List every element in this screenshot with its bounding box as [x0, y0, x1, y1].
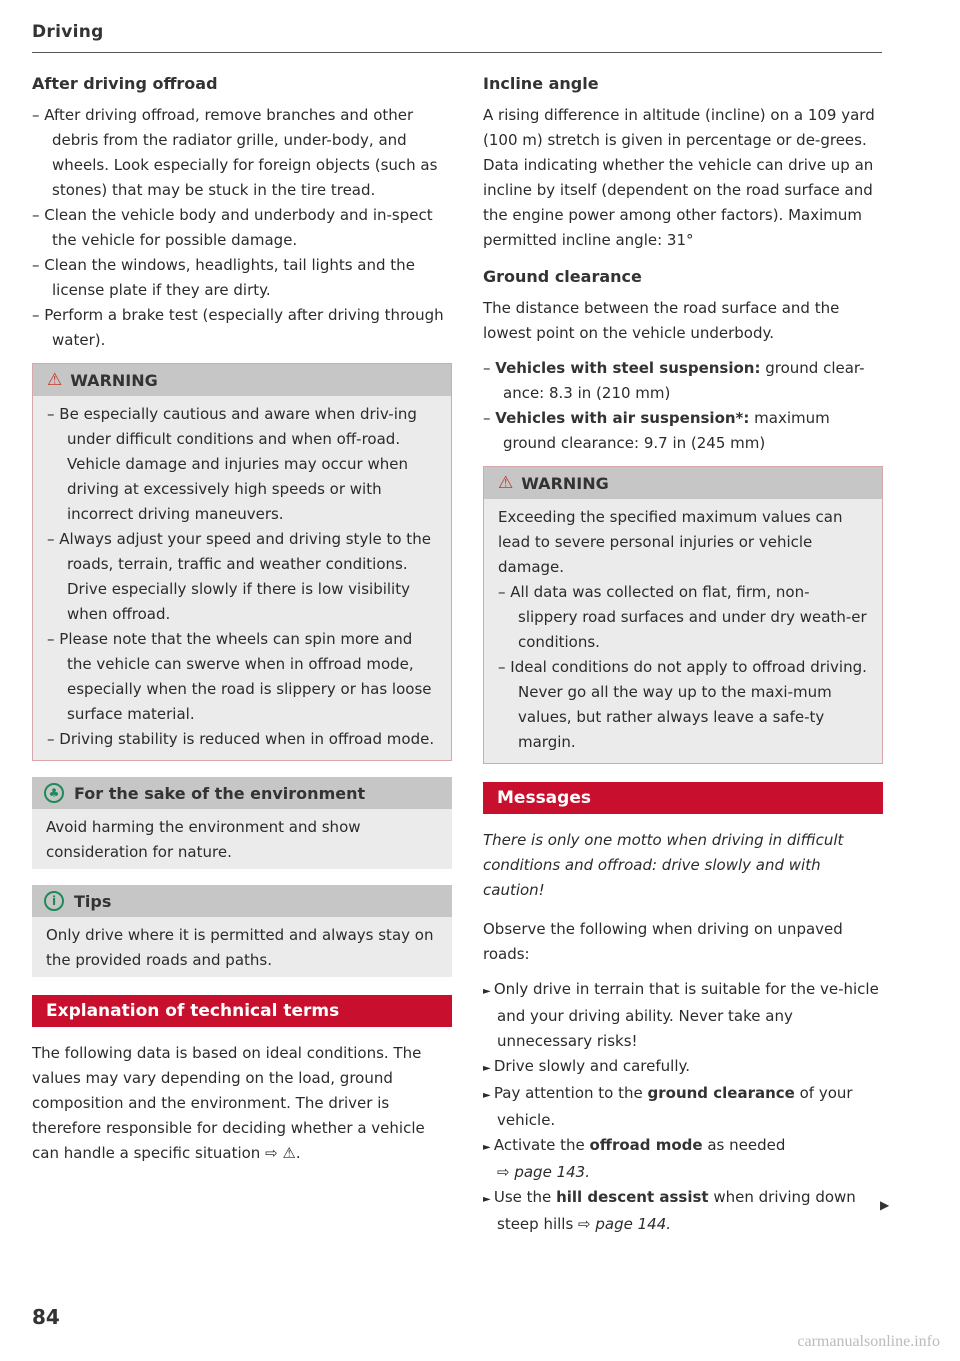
warning-triangle-icon: ⚠: [47, 370, 63, 390]
environment-title: For the sake of the environment: [74, 783, 366, 803]
tips-body: [32, 917, 452, 977]
ground-text: The distance between the road surface and the lowest point on the vehicle underbody.: [483, 299, 840, 342]
warning-list: [47, 402, 437, 752]
offroad-steps-list: [483, 977, 883, 1237]
list-item: ► Activate the offroad mode as needed ⇨ page 143.: [483, 1133, 883, 1185]
warning-box-left: [32, 363, 452, 761]
list-item: – All data was collected on flat, firm, non-slippery road surfaces and under dry weath-er conditions.: [498, 580, 868, 655]
watermark: carmanualsonline.info: [797, 1333, 940, 1350]
warning-list: [498, 580, 868, 755]
page-header: [32, 22, 882, 53]
suspension-list: [483, 356, 883, 456]
warning-header: [484, 467, 882, 499]
list-item: ► Only drive in terrain that is suitable for the ve-hicle and your driving ability. Never take any unnecessary risks!: [483, 977, 883, 1054]
list-item: [483, 356, 883, 406]
steel-text: ground clear-ance: 8.3 in (210 mm): [503, 359, 865, 402]
warning-body: [484, 499, 882, 763]
air-label: Vehicles with air suspension*:: [495, 409, 750, 427]
warning-triangle-icon: ⚠: [498, 473, 514, 493]
tips-header: [32, 885, 452, 917]
list-item: ► Use the hill descent assist when driving down steep hills ⇨ page 144.: [483, 1185, 883, 1237]
motto-text: There is only one motto when driving in difficult conditions and offroad: drive slowly and with caution!: [483, 831, 844, 899]
warning-intro: Exceeding the specified maximum values can lead to severe personal injuries or vehicle damage.: [498, 508, 843, 576]
warning-title: WARNING: [521, 473, 609, 493]
list-item: – Driving stability is reduced when in offroad mode.: [47, 727, 437, 752]
list-item: – Ideal conditions do not apply to offroad driving. Never go all the way up to the maxi-mum values, but rather always leave a safe-ty margin.: [498, 655, 868, 755]
leaf-icon: ♣: [44, 783, 64, 803]
list-item: ► Drive slowly and carefully.: [483, 1054, 883, 1081]
heading-ground-clearance: Ground clearance: [483, 267, 642, 286]
list-item: – After driving offroad, remove branches and other debris from the radiator grille, under-body, and wheels. Look especially for foreign objects (such as stones) that may be stuck in the tire tread.: [32, 103, 452, 203]
environment-text: Avoid harming the environment and show consideration for nature.: [46, 818, 361, 861]
incline-text: A rising difference in altitude (incline) on a 109 yard (100 m) stretch is given in percentage or de-grees. Data indicating whether the vehicle can drive up an incline by itself (dependent on the road surface and the engine power among other factors). Maximum permitted incline angle: 31°: [483, 106, 875, 249]
warning-box-right: [483, 466, 883, 764]
continue-arrow-icon: ▶: [880, 1198, 890, 1212]
after-driving-list: [32, 103, 452, 353]
heading-incline-angle: Incline angle: [483, 74, 599, 93]
tips-title: Tips: [74, 891, 112, 911]
page-ref-link[interactable]: ⇨ page 144.: [578, 1215, 672, 1233]
tips-text: Only drive where it is permitted and always stay on the provided roads and paths.: [46, 926, 434, 969]
info-icon: i: [44, 891, 64, 911]
observe-text: Observe the following when driving on unpaved roads:: [483, 920, 843, 963]
list-item: – Be especially cautious and aware when driv-ing under difficult conditions and when off-road. Vehicle damage and injuries may occur when driving at excessively high speeds or with incorrect driving maneuvers.: [47, 402, 437, 527]
warning-body: [33, 396, 451, 760]
right-column: [483, 74, 883, 1237]
environment-header: [32, 777, 452, 809]
environment-body: [32, 809, 452, 869]
left-column: [32, 74, 452, 1176]
list-item: – Perform a brake test (especially after driving through water).: [32, 303, 452, 353]
list-item: – Please note that the wheels can spin more and the vehicle can swerve when in offroad mode, especially when the road is slippery or has loose surface material.: [47, 627, 437, 727]
air-text: maximum ground clearance: 9.7 in (245 mm): [503, 409, 830, 452]
section-messages: Messages: [483, 782, 883, 814]
header-title: Driving: [32, 22, 104, 42]
list-item: – Clean the windows, headlights, tail lights and the license plate if they are dirty.: [32, 253, 452, 303]
page-ref-link[interactable]: ⇨ page 143.: [497, 1163, 590, 1181]
explanation-text: The following data is based on ideal conditions. The values may vary depending on the load, ground composition and the environment. The driver is therefore responsible for deciding whether a vehicle can handle a specific situation ⇨ ⚠.: [32, 1044, 425, 1162]
page-number: 84: [32, 1305, 60, 1329]
steel-label: Vehicles with steel suspension:: [495, 359, 761, 377]
list-item: – Always adjust your speed and driving style to the roads, terrain, traffic and weather conditions. Drive especially slowly if there is low visibility when offroad.: [47, 527, 437, 627]
warning-header: [33, 364, 451, 396]
heading-after-driving-offroad: After driving offroad: [32, 74, 218, 93]
warning-title: WARNING: [70, 370, 158, 390]
section-explanation-of-technical-terms: Explanation of technical terms: [32, 995, 452, 1027]
list-item: – Clean the vehicle body and underbody and in-spect the vehicle for possible damage.: [32, 203, 452, 253]
list-item: [483, 406, 883, 456]
list-item: ► Pay attention to the ground clearance of your vehicle.: [483, 1081, 883, 1133]
